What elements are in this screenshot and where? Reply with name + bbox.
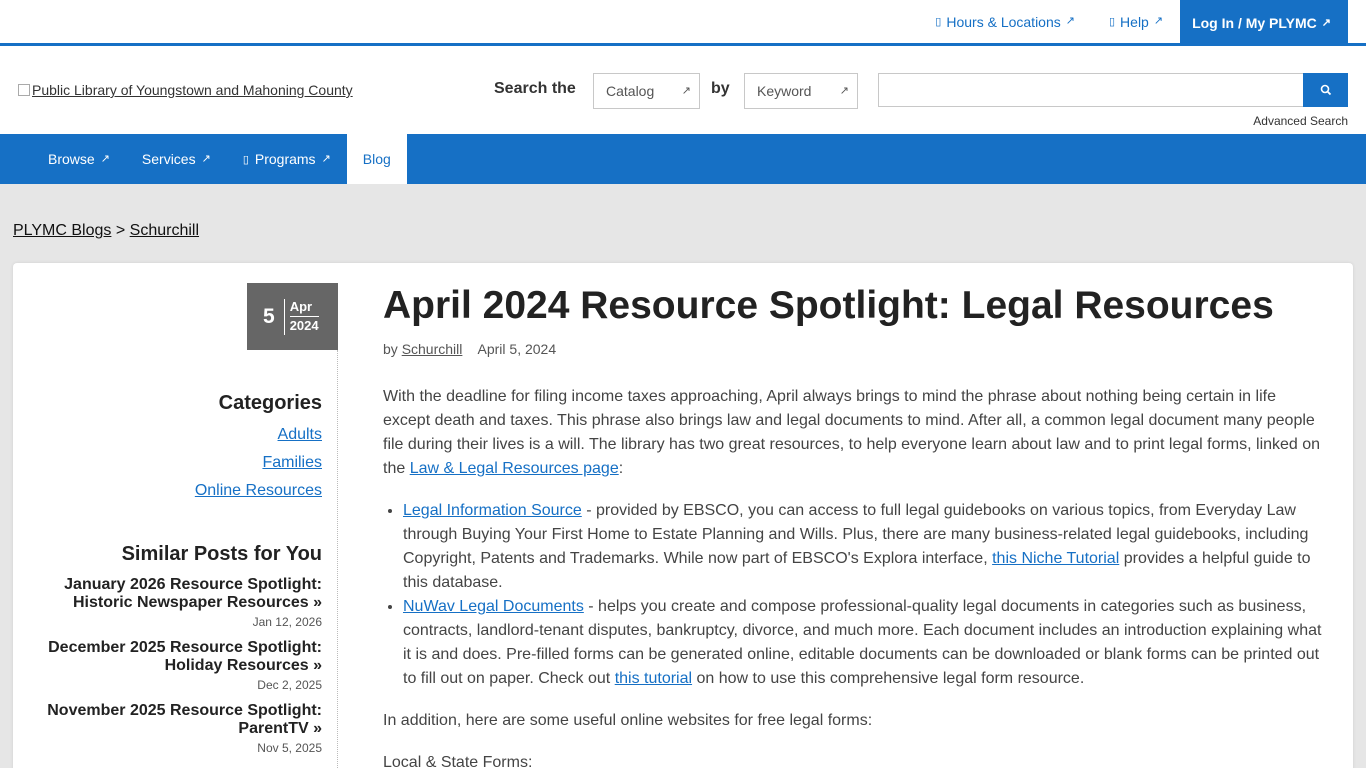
nav-blog-label: Blog xyxy=(362,151,391,167)
similar-post-title-line2: Holiday Resources xyxy=(164,657,309,674)
legal-information-source-link[interactable]: Legal Information Source xyxy=(403,502,582,519)
similar-post-date: Dec 2, 2025 xyxy=(257,678,322,692)
library-logo[interactable] xyxy=(18,82,353,98)
nav-browse[interactable] xyxy=(32,134,126,184)
intro-text: With the deadline for filing income taxes approaching, April always brings to mind the phrase about nothing being certain in life except death and taxes. This phrase also brings law and legal documents to mind. After all, a common legal document many people file during their lives is a will. The library has two great resources, to help everyone learn about law and to print legal forms, linked on the xyxy=(383,388,1321,477)
search-input[interactable] xyxy=(878,73,1304,107)
similar-post-item xyxy=(33,576,322,629)
tutorial-link[interactable]: this tutorial xyxy=(614,670,693,687)
hours-locations-label: Hours & Locations xyxy=(946,13,1061,30)
double-chevron-right-icon: » xyxy=(313,720,322,737)
hours-locations-link[interactable] xyxy=(918,0,1092,43)
similar-posts-section xyxy=(33,543,322,765)
similar-posts-heading: Similar Posts for You xyxy=(121,543,322,565)
item1-text: - provided by EBSCO, you can access to full legal guidebooks on various topics, from Everyday Law through Buying Your First Home to Estate Planning and Wills. Plus, there are many business-related legal guidebooks, including Copyright, Patents and Trademarks. While now part of EBSCO's Explora interface, xyxy=(403,502,1309,567)
article-body xyxy=(383,385,1323,768)
post-date-month-year xyxy=(290,298,319,335)
utility-bar xyxy=(0,0,1366,46)
post-date-month: Apr xyxy=(290,298,319,317)
nav-services[interactable] xyxy=(126,134,227,184)
item2-end: on how to use this comprehensive legal form resource. xyxy=(692,670,1085,687)
external-link-icon: ↗ xyxy=(321,152,331,165)
external-link-icon: ↗ xyxy=(100,152,110,165)
search-button[interactable] xyxy=(1303,73,1348,107)
double-chevron-right-icon: » xyxy=(313,594,322,611)
search-icon xyxy=(1320,84,1332,96)
help-icon: ▯ xyxy=(1108,16,1116,28)
article xyxy=(383,283,1323,768)
nav-browse-label: Browse xyxy=(48,151,95,167)
local-state-forms-heading: Local & State Forms: xyxy=(383,754,533,768)
broken-image-icon xyxy=(18,84,30,96)
search-type-value: Keyword xyxy=(757,83,812,99)
article-byline xyxy=(383,341,1323,357)
logo-alt-text: Public Library of Youngstown and Mahoning County xyxy=(32,82,353,98)
category-link[interactable]: Families xyxy=(262,454,322,471)
intro-paragraph xyxy=(383,385,1323,481)
post-date-year: 2024 xyxy=(289,318,319,333)
category-link[interactable]: Online Resources xyxy=(194,482,322,499)
similar-post-title-line1: January 2026 Resource Spotlight: xyxy=(64,576,322,593)
by-label: by xyxy=(711,80,730,97)
login-button[interactable] xyxy=(1180,0,1348,46)
utility-links xyxy=(918,0,1348,43)
resource-list xyxy=(383,499,1323,691)
article-title: April 2024 Resource Spotlight: Legal Resources xyxy=(383,284,1274,327)
nav-programs[interactable] xyxy=(227,134,347,184)
help-label: Help xyxy=(1120,13,1149,30)
post-card xyxy=(13,263,1353,768)
similar-post-title-line1: December 2025 Resource Spotlight: xyxy=(48,639,322,656)
nuwav-legal-documents-link[interactable]: NuWav Legal Documents xyxy=(403,598,584,615)
breadcrumb-root-link[interactable]: PLYMC Blogs xyxy=(13,222,112,239)
advanced-search-link[interactable]: Advanced Search xyxy=(1253,114,1348,128)
similar-post-link[interactable] xyxy=(33,576,322,612)
external-link-icon: ↗ xyxy=(1321,16,1331,29)
login-label: Log In / My PLYMC xyxy=(1192,15,1317,31)
search-type-select[interactable] xyxy=(744,73,858,109)
nav-programs-label: Programs xyxy=(254,151,316,167)
similar-post-link[interactable] xyxy=(33,702,322,738)
external-link-icon: ↗ xyxy=(1153,15,1164,27)
categories-heading: Categories xyxy=(218,392,322,414)
search-scope-value: Catalog xyxy=(606,83,655,99)
search-scope-select[interactable] xyxy=(593,73,700,109)
post-date-day: 5 xyxy=(263,304,275,328)
author-link[interactable]: Schurchill xyxy=(401,341,463,357)
similar-post-title-line2: ParentTV xyxy=(238,720,309,737)
nav-services-label: Services xyxy=(141,151,196,167)
list-item xyxy=(403,595,1323,691)
list-item xyxy=(403,499,1323,595)
clock-icon: ▯ xyxy=(935,16,942,28)
article-date: April 5, 2024 xyxy=(477,341,557,357)
niche-tutorial-link[interactable]: this Niche Tutorial xyxy=(992,550,1120,567)
calendar-icon: ▯ xyxy=(242,153,249,166)
item1-end: provides a helpful guide to this database. xyxy=(403,550,1311,591)
category-link[interactable]: Adults xyxy=(277,426,322,443)
breadcrumb-current-link[interactable]: Schurchill xyxy=(129,222,200,239)
date-divider xyxy=(284,299,285,335)
byline-by: by xyxy=(383,341,398,357)
dropdown-icon: ↗ xyxy=(681,84,691,97)
help-link[interactable] xyxy=(1092,0,1180,43)
sidebar-divider xyxy=(337,350,338,768)
dropdown-icon: ↗ xyxy=(839,84,849,97)
main-nav xyxy=(0,134,1366,184)
law-legal-resources-link[interactable]: Law & Legal Resources page xyxy=(409,460,619,477)
site-header xyxy=(0,46,1366,134)
nav-blog[interactable] xyxy=(347,134,407,184)
categories-section xyxy=(33,392,322,505)
similar-post-link[interactable] xyxy=(33,639,322,675)
post-date-badge xyxy=(247,283,338,350)
websites-paragraph: In addition, here are some useful online websites for free legal forms: xyxy=(383,712,873,729)
breadcrumb-separator: > xyxy=(115,222,126,239)
similar-post-date: Nov 5, 2025 xyxy=(257,741,322,755)
similar-post-title-line2: Historic Newspaper Resources xyxy=(72,594,309,611)
breadcrumb xyxy=(13,222,199,240)
search-label: Search the xyxy=(494,80,576,97)
item2-text: - helps you create and compose professional-quality legal documents in categories such as business, contracts, landlord-tenant disputes, bankruptcy, divorce, and much more. Each document includes an introduction explaining what it is and does. Pre-filled forms can be generated online, editable documents can be downloaded or blank forms can be printed out to fill out on paper. Check out xyxy=(403,598,1322,687)
similar-post-item xyxy=(33,639,322,692)
external-link-icon: ↗ xyxy=(1065,15,1075,27)
similar-post-date: Jan 12, 2026 xyxy=(252,615,322,629)
external-link-icon: ↗ xyxy=(201,152,211,165)
similar-post-item xyxy=(33,702,322,755)
similar-post-title-line1: November 2025 Resource Spotlight: xyxy=(47,702,322,719)
intro-end: : xyxy=(618,460,624,477)
double-chevron-right-icon: » xyxy=(313,657,322,674)
